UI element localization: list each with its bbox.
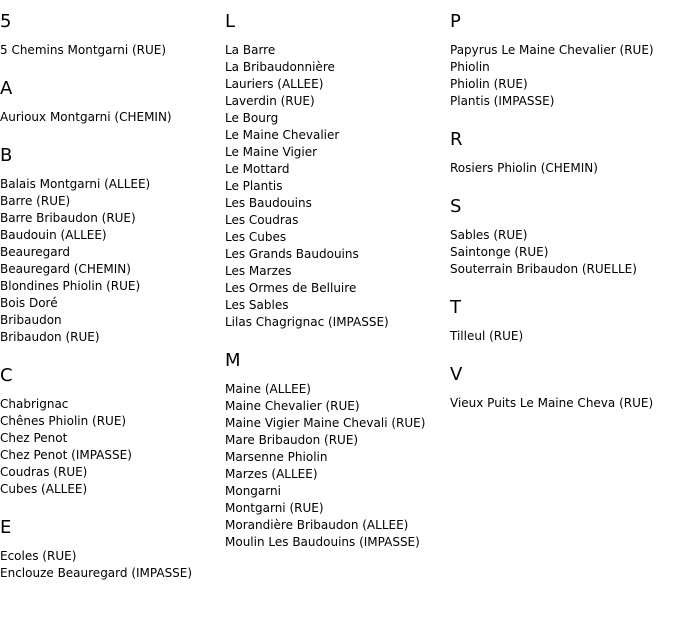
street-link[interactable]: La Barre xyxy=(225,43,276,57)
street-link[interactable]: Maine Chevalier (RUE) xyxy=(225,399,360,413)
letter-heading: V xyxy=(450,364,463,385)
street-link[interactable]: Plantis (IMPASSE) xyxy=(450,94,555,108)
street-link[interactable]: Souterrain Bribaudon (RUELLE) xyxy=(450,262,637,276)
street-list xyxy=(450,328,675,345)
street-link[interactable]: Phiolin (RUE) xyxy=(450,77,528,91)
street-list xyxy=(0,396,225,498)
street-link[interactable]: Les Grands Baudouins xyxy=(225,247,359,261)
street-link[interactable]: 5 Chemins Montgarni (RUE) xyxy=(0,43,167,57)
street-link[interactable]: Les Coudras xyxy=(225,213,299,227)
street-index-column-2 xyxy=(225,0,450,551)
letter-section xyxy=(225,12,450,331)
street-link[interactable]: Saintonge (RUE) xyxy=(450,245,549,259)
street-list xyxy=(0,176,225,346)
letter-section xyxy=(450,197,675,278)
street-link[interactable]: Le Maine Chevalier xyxy=(225,128,340,142)
letter-section xyxy=(0,79,225,126)
street-link[interactable]: Coudras (RUE) xyxy=(0,465,88,479)
letter-section xyxy=(450,12,675,110)
letter-heading: L xyxy=(225,11,236,32)
street-link[interactable]: La Bribaudonnière xyxy=(225,60,335,74)
street-index-column-3 xyxy=(450,0,675,412)
letter-section xyxy=(450,130,675,177)
letter-heading: T xyxy=(450,297,461,318)
letter-section xyxy=(450,365,675,412)
street-link[interactable]: Bribaudon (RUE) xyxy=(0,330,100,344)
street-link[interactable]: Les Cubes xyxy=(225,230,287,244)
street-link[interactable]: Moulin Les Baudouins (IMPASSE) xyxy=(225,535,420,549)
street-list xyxy=(225,381,450,551)
street-link[interactable]: Rosiers Phiolin (CHEMIN) xyxy=(450,161,598,175)
street-link[interactable]: Bois Doré xyxy=(0,296,58,310)
street-link[interactable]: Marzes (ALLEE) xyxy=(225,467,318,481)
street-link[interactable]: Chabrignac xyxy=(0,397,69,411)
street-link[interactable]: Beauregard (CHEMIN) xyxy=(0,262,131,276)
street-link[interactable]: Lilas Chagrignac (IMPASSE) xyxy=(225,315,389,329)
street-link[interactable]: Chênes Phiolin (RUE) xyxy=(0,414,127,428)
street-link[interactable]: Balais Montgarni (ALLEE) xyxy=(0,177,151,191)
street-link[interactable]: Les Marzes xyxy=(225,264,292,278)
letter-section xyxy=(225,351,450,551)
street-link[interactable]: Mare Bribaudon (RUE) xyxy=(225,433,359,447)
street-link[interactable]: Tilleul (RUE) xyxy=(450,329,524,343)
street-link[interactable]: Phiolin xyxy=(450,60,490,74)
street-link[interactable]: Blondines Phiolin (RUE) xyxy=(0,279,141,293)
street-link[interactable]: Le Plantis xyxy=(225,179,283,193)
street-link[interactable]: Le Mottard xyxy=(225,162,290,176)
street-list xyxy=(450,395,675,412)
letter-section xyxy=(0,366,225,498)
street-link[interactable]: Mongarni xyxy=(225,484,281,498)
letter-section xyxy=(0,12,225,59)
street-list xyxy=(450,227,675,278)
letter-heading: B xyxy=(0,145,13,166)
street-link[interactable]: Chez Penot xyxy=(0,431,68,445)
street-index-column-1 xyxy=(0,0,225,582)
street-link[interactable]: Barre (RUE) xyxy=(0,194,71,208)
street-link[interactable]: Laverdin (RUE) xyxy=(225,94,315,108)
street-list xyxy=(450,160,675,177)
street-link[interactable]: Beauregard xyxy=(0,245,70,259)
letter-heading: C xyxy=(0,365,13,386)
letter-heading: A xyxy=(0,78,13,99)
street-list xyxy=(0,109,225,126)
street-list xyxy=(450,42,675,110)
letter-section xyxy=(0,518,225,582)
letter-heading: E xyxy=(0,517,12,538)
letter-heading: R xyxy=(450,129,463,150)
street-link[interactable]: Bribaudon xyxy=(0,313,62,327)
street-list xyxy=(225,42,450,331)
street-list xyxy=(0,42,225,59)
street-link[interactable]: Sables (RUE) xyxy=(450,228,528,242)
street-link[interactable]: Marsenne Phiolin xyxy=(225,450,328,464)
letter-heading: 5 xyxy=(0,11,12,32)
letter-section xyxy=(450,298,675,345)
street-list xyxy=(0,548,225,582)
street-link[interactable]: Lauriers (ALLEE) xyxy=(225,77,324,91)
street-link[interactable]: Cubes (ALLEE) xyxy=(0,482,88,496)
street-link[interactable]: Les Baudouins xyxy=(225,196,312,210)
street-link[interactable]: Le Bourg xyxy=(225,111,279,125)
street-link[interactable]: Les Sables xyxy=(225,298,289,312)
street-link[interactable]: Chez Penot (IMPASSE) xyxy=(0,448,132,462)
street-link[interactable]: Aurioux Montgarni (CHEMIN) xyxy=(0,110,172,124)
street-link[interactable]: Enclouze Beauregard (IMPASSE) xyxy=(0,566,193,580)
street-link[interactable]: Papyrus Le Maine Chevalier (RUE) xyxy=(450,43,654,57)
street-link[interactable]: Vieux Puits Le Maine Cheva (RUE) xyxy=(450,396,654,410)
street-link[interactable]: Maine Vigier Maine Chevali (RUE) xyxy=(225,416,426,430)
letter-heading: M xyxy=(225,350,241,371)
street-link[interactable]: Morandière Bribaudon (ALLEE) xyxy=(225,518,409,532)
street-link[interactable]: Baudouin (ALLEE) xyxy=(0,228,107,242)
street-link[interactable]: Ecoles (RUE) xyxy=(0,549,77,563)
street-link[interactable]: Montgarni (RUE) xyxy=(225,501,324,515)
street-link[interactable]: Les Ormes de Belluire xyxy=(225,281,357,295)
letter-heading: P xyxy=(450,11,461,32)
street-link[interactable]: Le Maine Vigier xyxy=(225,145,318,159)
letter-section xyxy=(0,146,225,346)
letter-heading: S xyxy=(450,196,462,217)
street-link[interactable]: Barre Bribaudon (RUE) xyxy=(0,211,136,225)
street-link[interactable]: Maine (ALLEE) xyxy=(225,382,311,396)
